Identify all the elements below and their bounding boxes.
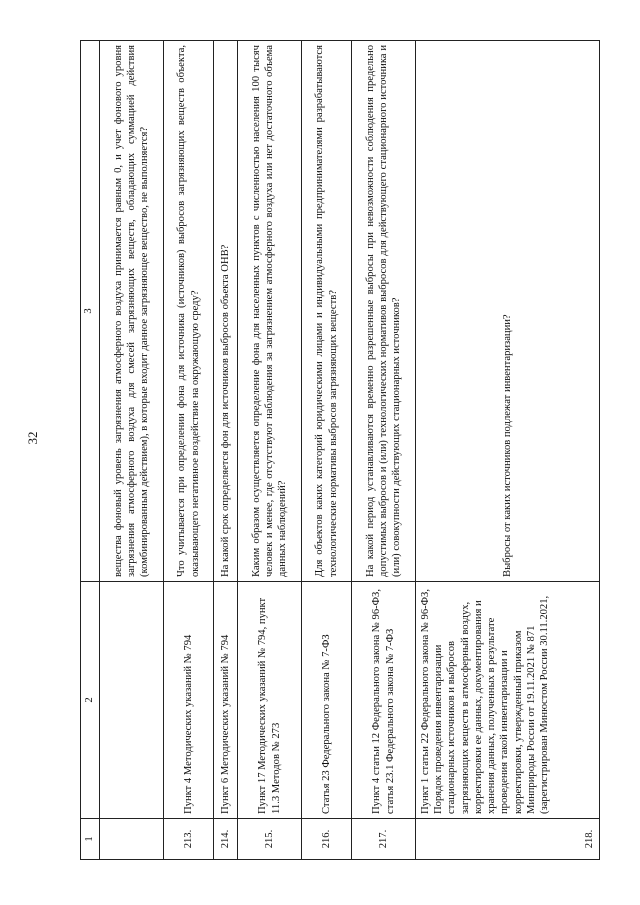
row-number: 215. (238, 819, 302, 860)
row-question: На какой срок определяется фон для источников выбросов объекта ОНВ? (214, 41, 238, 582)
row-question: Для объектов каких категорий юридическими лицами и индивидуальными предпринимателями разрабатываются технологические нормативы выбросов загрязняющих веществ? (302, 41, 352, 582)
row-number: 213. (164, 819, 214, 860)
row-source: Пункт 6 Методических указаний № 794 (214, 582, 238, 819)
row-number: 214. (214, 819, 238, 860)
row-source: Статья 23 Федерального закона № 7-ФЗ (302, 582, 352, 819)
table-row (164, 41, 214, 860)
document-table-container (80, 40, 600, 860)
row-source: Пункт 4 Методических указаний № 794 (164, 582, 214, 819)
row-source: Пункт 1 статьи 22 Федерального закона № 96-ФЗ, Порядок проведения инвентаризации стационарных источников и выбросов загрязняющих веществ в атмосферный воздух, корректировки ее данных, документирования и хранения данных, полученных в результате проведения такой инвентаризации и корректировки, утвержденный приказом Минприроды России от 19.11.2021 № 871 (зарегистрирован Минюстом России 30.11.2021, (416, 582, 600, 819)
requirements-table (80, 40, 600, 860)
row-question: вещества фоновый уровень загрязнения атмосферного воздуха принимается равным 0, и учет фонового уровня загрязнения атмосферного воздуха для смесей загрязняющих веществ, обладающих суммацией действия (комбинированным действием), в которые входит данное загрязняющее вещество, не выполняется? (100, 41, 164, 582)
table-header-row (81, 41, 100, 860)
row-source: Пункт 17 Методических указаний № 794, пункт 11.3 Методов № 273 (238, 582, 302, 819)
row-number: 217. (352, 819, 416, 860)
header-col-3: 3 (81, 41, 100, 582)
row-number (100, 819, 164, 860)
table-row (238, 41, 302, 860)
header-col-2: 2 (81, 582, 100, 819)
page-number: 32 (25, 431, 40, 445)
row-question: Что учитывается при определении фона для источника (источников) выбросов загрязняющих веществ объекта, оказывающего негативное воздействие на окружающую среду? (164, 41, 214, 582)
row-question: Каким образом осуществляется определение фона для населенных пунктов с численностью населения 100 тысяч человек и менее, где отсутствуют наблюдения за загрязнением атмосферного воздуха или нет достаточного объема данных наблюдений? (238, 41, 302, 582)
row-source (100, 582, 164, 819)
row-number: 216. (302, 819, 352, 860)
table-row (302, 41, 352, 860)
row-question: Выбросы от каких источников подлежат инвентаризации? (416, 41, 600, 582)
row-source: Пункт 4 статьи 12 Федерального закона № 96-ФЗ, статья 23.1 Федерального закона № 7-ФЗ (352, 582, 416, 819)
row-question: На какой период устанавливаются временно разрешенные выбросы при невозможности соблюдения предельно допустимых выбросов и (или) технологических нормативов выбросов для действующего стационарного источника и (или) совокупности действующих стационарных источников? (352, 41, 416, 582)
row-number: 218. (416, 819, 600, 860)
table-row (214, 41, 238, 860)
header-col-1: 1 (81, 819, 100, 860)
table-row (100, 41, 164, 860)
table-row (416, 41, 600, 860)
table-row (352, 41, 416, 860)
